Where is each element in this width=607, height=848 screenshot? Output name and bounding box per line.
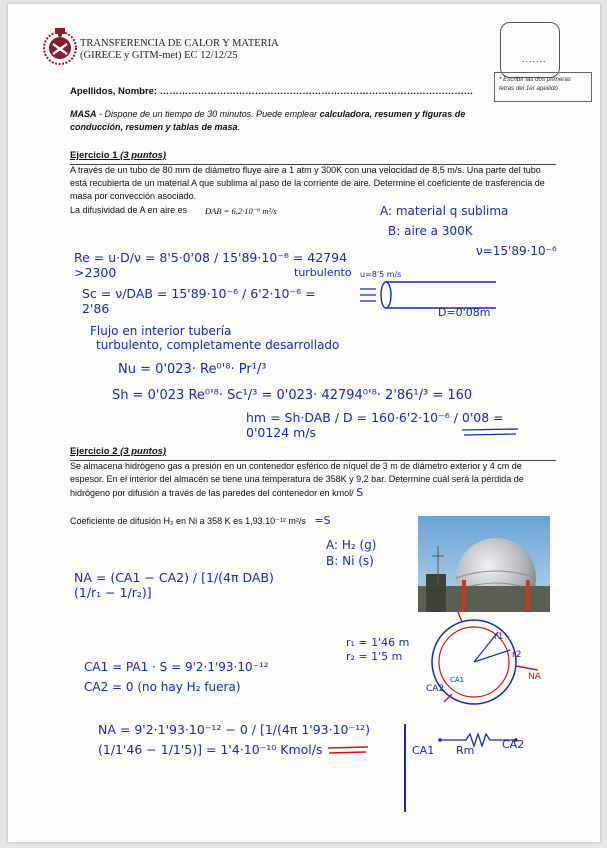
exercise2-statement [70, 460, 556, 500]
hw-tube-diameter: D=0'08m [438, 306, 491, 319]
course-title-line1: TRANSFERENCIA DE CALOR Y MATERIA [80, 38, 279, 49]
name-field[interactable]: Apellidos, Nombre: ……………………………………………………………………………………… [70, 86, 474, 97]
course-title [80, 38, 279, 62]
hw-sphere-r1: r1 [494, 632, 504, 642]
hw-flow-velocity: u=8'5 m/s [360, 270, 402, 279]
hw-nu-value: ν=15'89·10⁻⁶ [476, 244, 557, 258]
diffusivity-formula: DAB = 6,2·10⁻⁶ m²/s [205, 206, 277, 216]
diffusivity-label: La difusividad de A en aire es [70, 205, 188, 215]
hw-ca1: CA1 = PA1 · S = 9'2·1'93·10⁻¹² [84, 660, 269, 674]
hw-schmidt: Sc = ν/DAB = 15'89·10⁻⁶ / 6'2·10⁻⁶ = 2'86 [82, 286, 316, 316]
hw-na-formula: NA = (CA1 − CA2) / [1/(4π DAB) (1/r₁ − 1/r₂)] [74, 570, 274, 600]
hw-a-label: A: material q sublima [380, 204, 509, 218]
hw-reynolds: Re = u·D/ν = 8'5·0'08 / 15'89·10⁻⁶ = 42794 >2300 [74, 250, 348, 280]
hw-ca2: CA2 = 0 (no hay H₂ fuera) [84, 680, 241, 694]
hw-circuit-rm: Rm [456, 744, 475, 757]
intro-body: - Dispone de un tiempo de 30 minutos. Puede emplear [96, 109, 320, 119]
hw-sphere-na: NA [528, 672, 541, 682]
intro-end: . [237, 122, 241, 132]
diffusion-coefficient-text: Coeficiente de difusión H₂ en Ni a 358 K es 1,93.10⁻¹² m²/s [70, 516, 306, 526]
hw-sphere-ca1: CA1 [450, 676, 465, 684]
exercise1-label: Ejercicio 1 [70, 150, 121, 161]
hw-equals-s: =S [314, 514, 331, 527]
hw-hm-result: hm = Sh·DAB / D = 160·6'2·10⁻⁶ / 0'08 = 0'0124 m/s [246, 410, 504, 440]
final-result-underline [326, 742, 370, 752]
intro-text [70, 108, 510, 134]
intro-bold: calculadora, resumen y figuras de conducción, resumen y tablas de masa [70, 109, 466, 132]
id-box-note: * Escribir las dos primeras letras del 1er apellido [494, 72, 592, 102]
hw-sphere-r2: r2 [512, 650, 522, 660]
exercise2-points: (3 puntos) [120, 446, 167, 457]
hw-sherwood: Sh = 0'023 Re⁰'⁸· Sc¹/³ = 0'023· 42794⁰'⁸· 2'86¹/³ = 160 [112, 388, 473, 403]
exercise2-label: Ejercicio 2 [70, 446, 121, 457]
hw-flujo-line1: Flujo en interior tubería [90, 324, 232, 338]
exam-sheet [8, 4, 600, 842]
result-underline [460, 424, 520, 434]
hw-r2: r₂ = 1'5 m [346, 650, 403, 663]
hw-circuit-ca2: CA2 [502, 738, 525, 751]
course-title-line2: (GIRECE y GITM-met) EC 12/12/25 [80, 50, 238, 61]
spherical-tank-photo [418, 516, 550, 612]
hw-r1: r₁ = 1'46 m [346, 636, 410, 649]
hw-b-label: B: aire a 300K [388, 224, 473, 238]
exercise2-statement-text: Se almacena hidrógeno gas a presión en un contenedor esférico de níquel de 3 m de diámetro exterior y 4 cm de espesor. En el interior del almacén se tiene una temperatura de 358K y 9,2 bar. Determine cuál será la perdida de hidrógeno por difusión a través de las paredes del contenedor en kmol/ [70, 461, 524, 498]
hw-species-a: A: H₂ (g) [326, 538, 377, 552]
hw-species-b: B: Ni (s) [326, 554, 374, 568]
hw-turbulento: turbulento [294, 266, 352, 279]
hw-circuit-ca1: CA1 [412, 744, 435, 757]
resistance-circuit [416, 730, 556, 754]
university-crest-logo [40, 26, 80, 66]
divider-line [404, 724, 406, 812]
hw-sphere-ca2: CA2 [426, 684, 445, 694]
exercise1-statement: A través de un tubo de 80 mm de diámetro fluye aire a 1 atm y 300K con una velocidad de 8,5 m/s. Una parte del tubo está recubierta de un material A que sublima al paso de la corriente de aire. Determine el coeficiente de trasferencia de masa por convección asociado. [70, 165, 545, 201]
exercise2-title [70, 446, 166, 457]
sphere-sketch [406, 610, 546, 710]
hw-units-s: S [356, 486, 364, 499]
exercise1-title [70, 150, 166, 161]
hw-flujo-line2: turbulento, completamente desarrollado [96, 338, 340, 352]
hw-final-result: NA = 9'2·1'93·10⁻¹² − 0 / [1/(4π 1'93·10⁻¹²) (1/1'46 − 1/1'5)] = 1'4·10⁻¹⁰ Kmol/s [98, 722, 371, 757]
student-id-box[interactable] [500, 22, 560, 78]
hw-nusselt: Nu = 0'023· Re⁰'⁸· Pr¹/³ [118, 362, 267, 377]
diffusion-coefficient [70, 514, 331, 528]
id-box-dots: ....... [522, 54, 547, 64]
exercise1-points: (3 puntos) [120, 150, 167, 161]
intro-masa: MASA [70, 109, 97, 119]
